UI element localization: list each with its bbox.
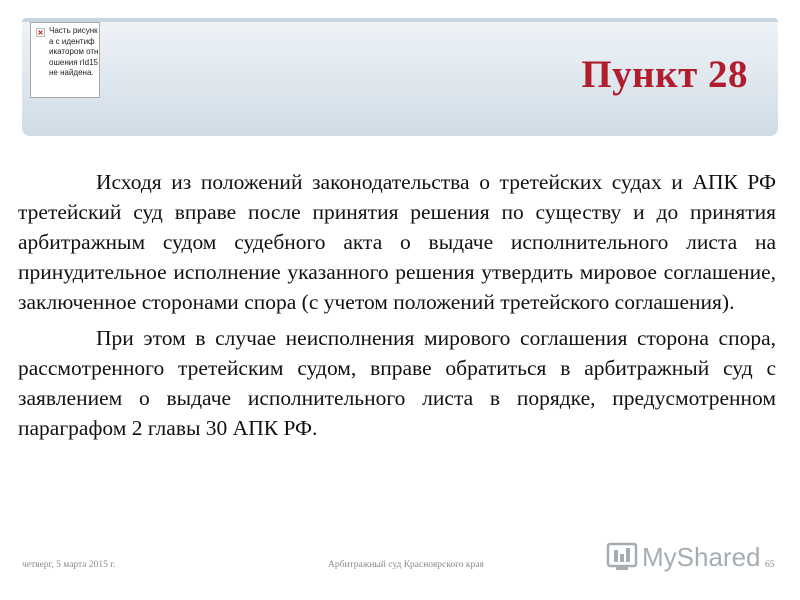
watermark-text: MyShared bbox=[642, 542, 761, 572]
body-paragraph: Исходя из положений законодательства о третейских судах и АПК РФ третейский суд вправе после принятия решения по существу и до принятия арбитражным судом судебного акта о выдаче исполнительного листа на принудительное исполнение указанного решения утвердить мировое соглашение, заключенное сторонами спора (с учетом положений третейского соглашения). bbox=[18, 170, 776, 314]
footer-organization: Арбитражный суд Красноярского края bbox=[328, 560, 484, 570]
myshared-logo-icon bbox=[608, 544, 636, 570]
myshared-watermark bbox=[606, 540, 776, 574]
slide-body bbox=[18, 167, 776, 449]
broken-image-placeholder bbox=[30, 22, 100, 98]
footer-date: четверг, 5 марта 2015 г. bbox=[22, 560, 116, 570]
broken-image-icon: × bbox=[37, 28, 44, 37]
body-paragraph: При этом в случае неисполнения мирового соглашения сторона спора, рассмотренного третейским судом, вправе обратиться в арбитражный суд с заявлением о выдаче исполнительного листа в порядке, предусмотренном параграфом 2 главы 30 АПК РФ. bbox=[18, 326, 776, 440]
slide-number: 65 bbox=[765, 560, 775, 570]
broken-image-message: Часть рисунка с идентификатором отношения rId15 не найдена. bbox=[49, 26, 99, 77]
slide-title: Пункт 28 bbox=[581, 53, 748, 96]
